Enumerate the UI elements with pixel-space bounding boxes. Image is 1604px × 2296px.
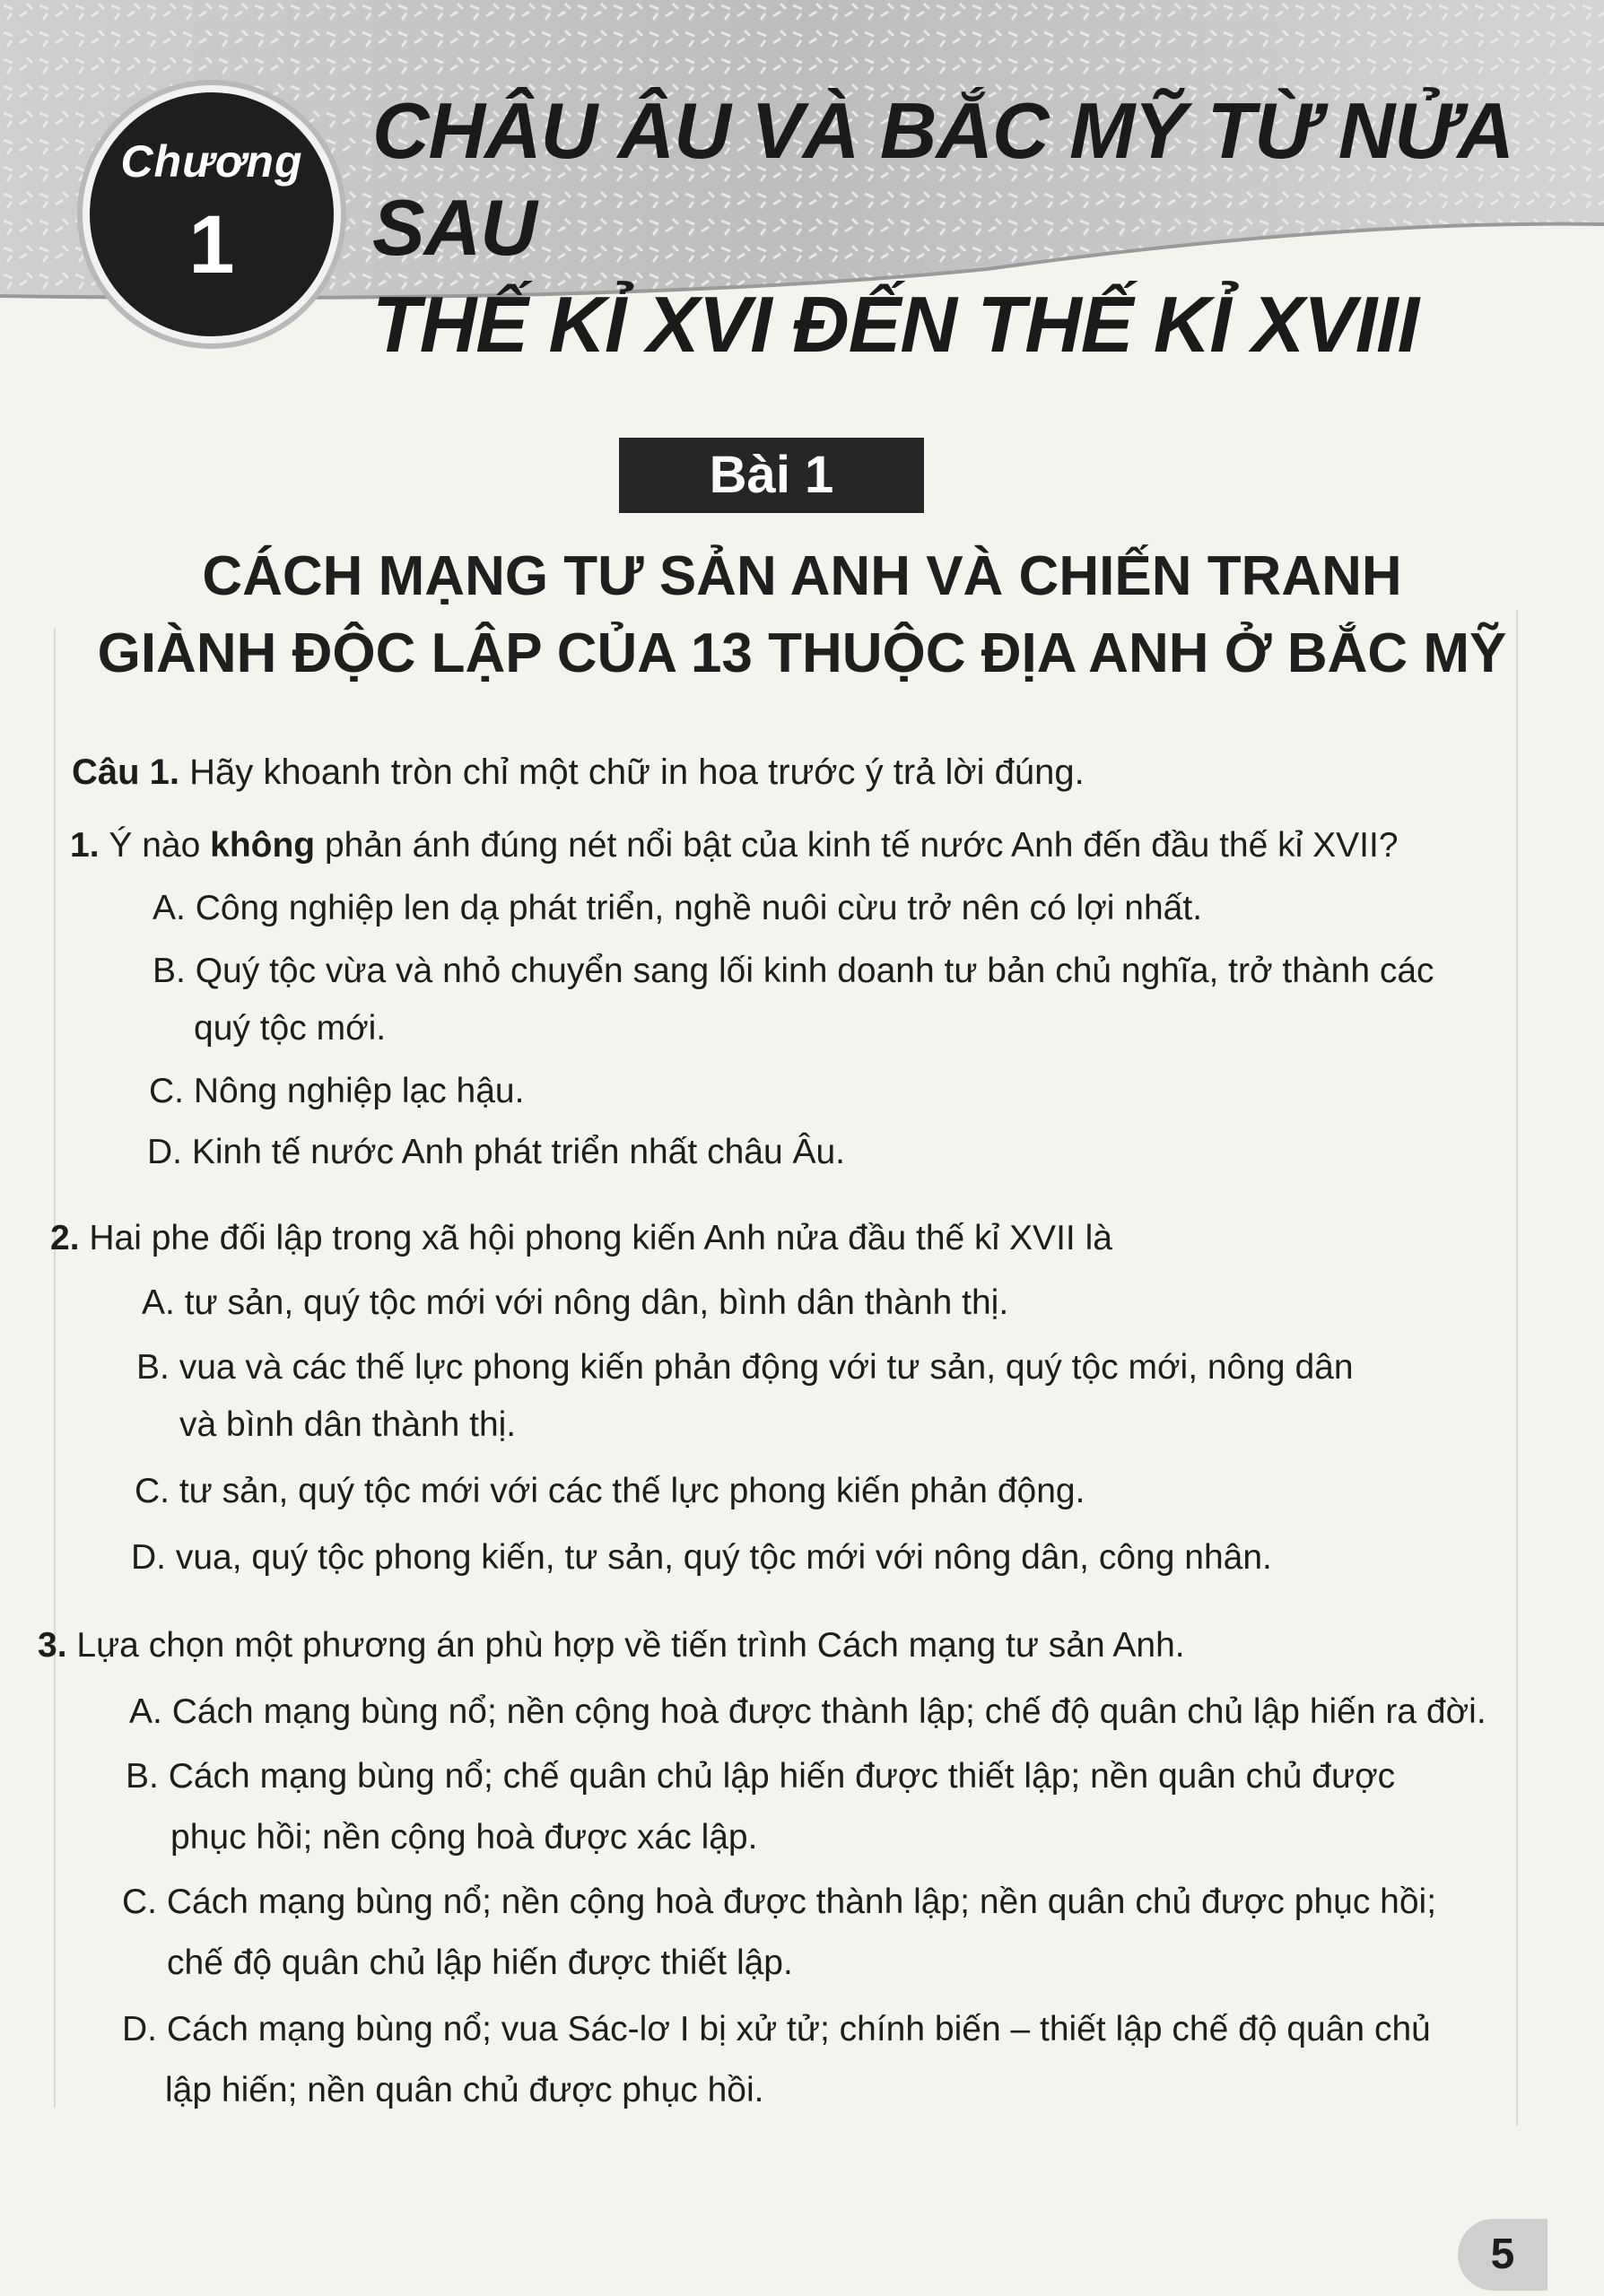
- q1-stem-after: phản ánh đúng nét nổi bật của kinh tế nước Anh đến đầu thế kỉ XVII?: [324, 826, 1399, 865]
- option-text: chế độ quân chủ lập hiến được thiết lập.: [167, 1944, 793, 1982]
- q1-option-a[interactable]: [153, 883, 1202, 935]
- option-letter: C.: [149, 1072, 184, 1110]
- option-letter: B.: [126, 1757, 159, 1796]
- cau1-instruction: [72, 746, 1085, 798]
- option-text: Nông nghiệp lạc hậu.: [193, 1072, 525, 1110]
- chapter-title: [372, 83, 1521, 373]
- option-letter: A.: [129, 1692, 162, 1731]
- option-letter: C.: [122, 1883, 157, 1921]
- option-text: Cách mạng bùng nổ; chế quân chủ lập hiến được thiết lập; nền quân chủ được: [168, 1757, 1396, 1796]
- option-letter: A.: [142, 1283, 175, 1322]
- chapter-header-band: [0, 0, 1604, 369]
- q1-option-b-cont: [194, 1003, 386, 1055]
- bleed-through-line: [54, 628, 56, 2108]
- option-text: Kinh tế nước Anh phát triển nhất châu Âu.: [191, 1133, 846, 1171]
- q2-stem: [50, 1213, 1112, 1265]
- lesson-title: [90, 538, 1514, 692]
- option-text: Công nghiệp len dạ phát triển, nghề nuôi cừu trở nên có lợi nhất.: [195, 889, 1203, 927]
- q1-option-c[interactable]: [149, 1065, 524, 1118]
- option-text: tư sản, quý tộc mới với nông dân, bình dân thành thị.: [184, 1283, 1009, 1322]
- option-text: lập hiến; nền quân chủ được phục hồi.: [165, 2071, 764, 2109]
- chapter-number: 1: [188, 199, 235, 291]
- q3-option-b-cont: [170, 1812, 757, 1864]
- q2-option-c[interactable]: [135, 1465, 1085, 1518]
- q3-option-c[interactable]: [122, 1876, 1436, 1928]
- option-text: và bình dân thành thị.: [179, 1405, 517, 1444]
- option-text: Cách mạng bùng nổ; vua Sác-lơ I bị xử tử; chính biến – thiết lập chế độ quân chủ: [166, 2010, 1431, 2048]
- option-letter: D.: [131, 1538, 166, 1577]
- option-letter: D.: [147, 1133, 182, 1171]
- lesson-title-line2: GIÀNH ĐỘC LẬP CỦA 13 THUỘC ĐỊA ANH Ở BẮC MỸ: [97, 622, 1507, 684]
- q2-option-a[interactable]: [142, 1277, 1008, 1329]
- cau1-text: Hãy khoanh tròn chỉ một chữ in hoa trước ý trả lời đúng.: [189, 752, 1085, 792]
- chapter-badge: [83, 85, 341, 344]
- q1-option-d[interactable]: [147, 1126, 845, 1178]
- q3-option-c-cont: [167, 1937, 793, 1989]
- option-letter: D.: [122, 2010, 157, 2048]
- q3-stem: [38, 1620, 1185, 1672]
- option-text: Quý tộc vừa và nhỏ chuyển sang lối kinh doanh tư bản chủ nghĩa, trở thành các: [195, 952, 1434, 990]
- q2-number: 2.: [50, 1219, 80, 1257]
- q3-option-d[interactable]: [122, 2004, 1431, 2056]
- chapter-word: Chương: [120, 136, 303, 187]
- lesson-label: Bài 1: [619, 438, 924, 513]
- lesson-title-line1: CÁCH MẠNG TƯ SẢN ANH VÀ CHIẾN TRANH: [202, 545, 1402, 607]
- option-text: Cách mạng bùng nổ; nền cộng hoà được thành lập; chế độ quân chủ lập hiến ra đời.: [171, 1692, 1486, 1731]
- q3-option-a[interactable]: [129, 1686, 1486, 1738]
- q1-stem: [70, 820, 1399, 872]
- chapter-title-line2: THẾ KỈ XVI ĐẾN THẾ KỈ XVIII: [372, 280, 1419, 369]
- q1-option-b[interactable]: [153, 945, 1516, 997]
- option-text: vua, quý tộc phong kiến, tư sản, quý tộc mới với nông dân, công nhân.: [175, 1538, 1272, 1577]
- q2-stem-text: Hai phe đối lập trong xã hội phong kiến Anh nửa đầu thế kỉ XVII là: [89, 1219, 1112, 1257]
- q1-number: 1.: [70, 826, 100, 865]
- q3-option-b[interactable]: [126, 1751, 1395, 1803]
- option-text: phục hồi; nền cộng hoà được xác lập.: [170, 1818, 758, 1857]
- q1-stem-bold: không: [210, 826, 316, 865]
- chapter-title-line1: CHÂU ÂU VÀ BẮC MỸ TỪ NỬA SAU: [372, 86, 1511, 272]
- q3-stem-text: Lựa chọn một phương án phù hợp về tiến trình Cách mạng tư sản Anh.: [76, 1626, 1185, 1665]
- cau1-label: Câu 1.: [72, 752, 180, 792]
- bleed-through-line: [1516, 610, 1518, 2126]
- q2-option-b-cont: [179, 1399, 516, 1451]
- option-text: tư sản, quý tộc mới với các thế lực phong kiến phản động.: [179, 1472, 1085, 1510]
- q2-option-b[interactable]: [136, 1342, 1354, 1394]
- option-text: Cách mạng bùng nổ; nền cộng hoà được thành lập; nền quân chủ được phục hồi;: [166, 1883, 1437, 1921]
- q3-number: 3.: [38, 1626, 67, 1665]
- option-letter: C.: [135, 1472, 170, 1510]
- page-number: 5: [1458, 2219, 1547, 2291]
- q3-option-d-cont: [165, 2065, 764, 2117]
- option-letter: B.: [153, 952, 186, 990]
- option-text: vua và các thế lực phong kiến phản động với tư sản, quý tộc mới, nông dân: [179, 1348, 1354, 1387]
- option-letter: B.: [136, 1348, 170, 1387]
- option-letter: A.: [153, 889, 186, 927]
- option-text: quý tộc mới.: [194, 1009, 387, 1048]
- q2-option-d[interactable]: [131, 1532, 1272, 1584]
- q1-stem-before: Ý nào: [109, 826, 201, 865]
